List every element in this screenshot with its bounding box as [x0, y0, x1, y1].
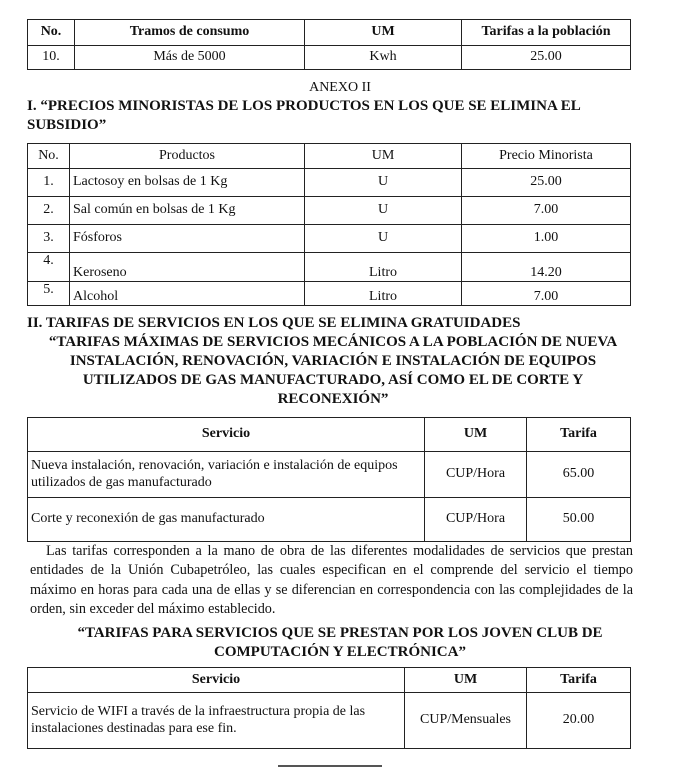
col-header-servicio: Servicio [28, 668, 405, 693]
cell-producto: Fósforos [70, 225, 305, 253]
col-header-um: UM [305, 144, 462, 169]
cell-um: Litro [305, 282, 462, 306]
cell-no: 3. [28, 225, 70, 253]
cell-no: 10. [28, 46, 75, 70]
cell-tarifa: 20.00 [527, 693, 631, 749]
cell-servicio: Servicio de WIFI a través de la infraestructura propia de las instalaciones destinadas para ese fin. [28, 693, 405, 749]
bottom-divider [278, 765, 382, 767]
cell-um: U [305, 169, 462, 197]
cell-no: 4. [28, 253, 70, 282]
col-header-precio: Precio Minorista [462, 144, 631, 169]
cell-no: 1. [28, 169, 70, 197]
col-header-no: No. [28, 20, 75, 46]
section-3-title: “TARIFAS PARA SERVICIOS QUE SE PRESTAN POR LOS JOVEN CLUB DE COMPUTACIÓN Y ELECTRÓNICA” [77, 625, 603, 660]
table-row [28, 225, 631, 253]
cell-precio: 14.20 [462, 253, 631, 282]
cell-precio: 25.00 [462, 169, 631, 197]
col-header-tarifas: Tarifas a la población [462, 20, 631, 46]
cell-precio: 7.00 [462, 282, 631, 306]
table-row [28, 498, 631, 542]
cell-precio: 7.00 [462, 197, 631, 225]
cell-no: 5. [28, 282, 70, 306]
col-header-no: No. [28, 144, 70, 169]
tariff-note-paragraph: Las tarifas corresponden a la mano de obra de las diferentes modalidades de servicios que prestan entidades de la Unión Cubapetróleo, las cuales especifican en el comprende del servicio el tiempo máximo en horas para cada una de ellas y se diferencian en correspondencia con las complejidades de la orden, sin exceder del máximo establecido. [30, 543, 633, 617]
cell-producto: Keroseno [70, 253, 305, 282]
wifi-services-table [27, 667, 631, 749]
cell-um: CUP/Mensuales [405, 693, 527, 749]
col-header-productos: Productos [70, 144, 305, 169]
table-row [28, 693, 631, 749]
products-price-table [27, 143, 631, 306]
cell-no: 2. [28, 197, 70, 225]
cell-tramo: Más de 5000 [75, 46, 305, 70]
section-2-title: II. TARIFAS DE SERVICIOS EN LOS QUE SE ELIMINA GRATUIDADES [27, 315, 521, 331]
col-header-tramos: Tramos de consumo [75, 20, 305, 46]
cell-tarifa: 25.00 [462, 46, 631, 70]
cell-um: Litro [305, 253, 462, 282]
table-row [28, 169, 631, 197]
consumption-tariff-table [27, 19, 631, 70]
cell-servicio: Corte y reconexión de gas manufacturado [28, 498, 425, 542]
cell-tarifa: 65.00 [527, 452, 631, 498]
table-row [28, 253, 631, 282]
cell-precio: 1.00 [462, 225, 631, 253]
cell-producto: Sal común en bolsas de 1 Kg [70, 197, 305, 225]
cell-servicio: Nueva instalación, renovación, variación e instalación de equipos utilizados de gas manufacturado [28, 452, 425, 498]
section-1-title: I. “PRECIOS MINORISTAS DE LOS PRODUCTOS EN LOS QUE SE ELIMINA EL SUBSIDIO” [27, 98, 580, 133]
table-row [28, 46, 631, 70]
cell-tarifa: 50.00 [527, 498, 631, 542]
gas-services-table [27, 417, 631, 542]
cell-producto: Lactosoy en bolsas de 1 Kg [70, 169, 305, 197]
col-header-um: UM [305, 20, 462, 46]
col-header-um: UM [405, 668, 527, 693]
cell-um: Kwh [305, 46, 462, 70]
table-row [28, 452, 631, 498]
cell-um: CUP/Hora [425, 452, 527, 498]
section-2-subtitle: “TARIFAS MÁXIMAS DE SERVICIOS MECÁNICOS A LA POBLACIÓN DE NUEVA INSTALACIÓN, RENOVACIÓN, VARIACIÓN E INSTALACIÓN DE EQUIPOS UTILIZADOS DE GAS MANUFACTURADO, ASÍ COMO EL DE CORTE Y RECONEXIÓN” [48, 334, 618, 407]
cell-um: U [305, 197, 462, 225]
cell-producto: Alcohol [70, 282, 305, 306]
cell-um: U [305, 225, 462, 253]
annex-title: ANEXO II [309, 80, 371, 95]
col-header-servicio: Servicio [28, 418, 425, 452]
cell-um: CUP/Hora [425, 498, 527, 542]
col-header-tarifa: Tarifa [527, 418, 631, 452]
table-row [28, 197, 631, 225]
col-header-tarifa: Tarifa [527, 668, 631, 693]
table-row [28, 282, 631, 306]
col-header-um: UM [425, 418, 527, 452]
